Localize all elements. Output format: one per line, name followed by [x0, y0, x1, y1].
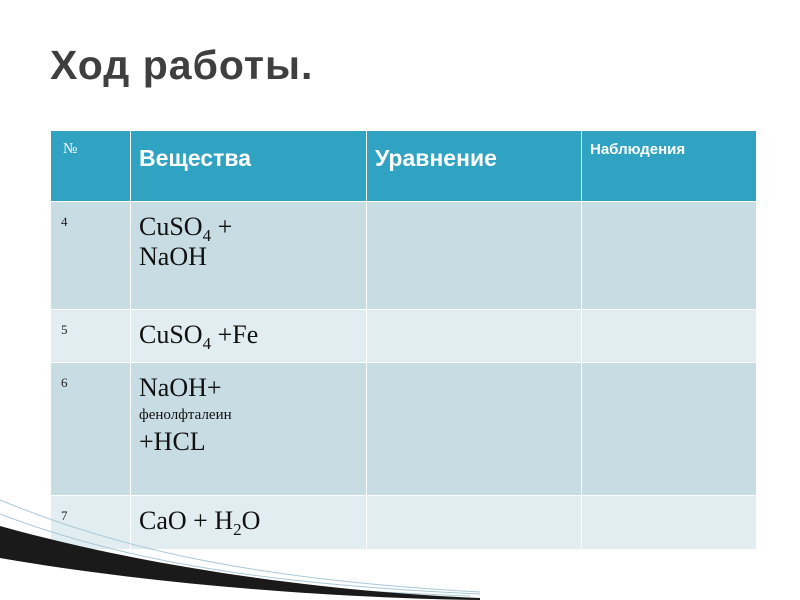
- observation-cell[interactable]: [582, 202, 757, 310]
- substance-cell: [131, 202, 367, 310]
- slide-title: Ход работы.: [50, 42, 314, 88]
- substance-line: фенолфталеин: [139, 407, 232, 423]
- observation-cell[interactable]: [582, 310, 757, 363]
- row-number: 7: [51, 496, 131, 550]
- substance-cell: [131, 363, 367, 496]
- row-number: 6: [51, 363, 131, 496]
- table-row: [51, 363, 757, 496]
- observation-cell[interactable]: [582, 363, 757, 496]
- substance-line: CaO + $H_2O$: [139, 506, 261, 539]
- header-equation: Уравнение: [367, 131, 582, 202]
- substance-cell: [131, 310, 367, 363]
- table-header-row: [51, 131, 757, 202]
- equation-cell[interactable]: [367, 363, 582, 496]
- substance-line: CuSO$_4$ +Fe: [139, 320, 259, 353]
- substance-line: +HCL: [139, 427, 206, 456]
- substance-line: CuSO$_4$ +: [139, 212, 233, 245]
- swoosh-black: [0, 526, 480, 600]
- table-row: [51, 310, 757, 363]
- header-substances: Вещества: [131, 131, 367, 202]
- header-observations: Наблюдения: [582, 131, 757, 202]
- substance-line: NaOH+: [139, 373, 222, 402]
- header-number: №: [51, 131, 131, 202]
- equation-cell[interactable]: [367, 202, 582, 310]
- row-number: 5: [51, 310, 131, 363]
- swoosh-decoration: [0, 480, 800, 600]
- equation-cell[interactable]: [367, 310, 582, 363]
- substance-line: NaOH: [139, 242, 207, 271]
- table-row: [51, 202, 757, 310]
- row-number: 4: [51, 202, 131, 310]
